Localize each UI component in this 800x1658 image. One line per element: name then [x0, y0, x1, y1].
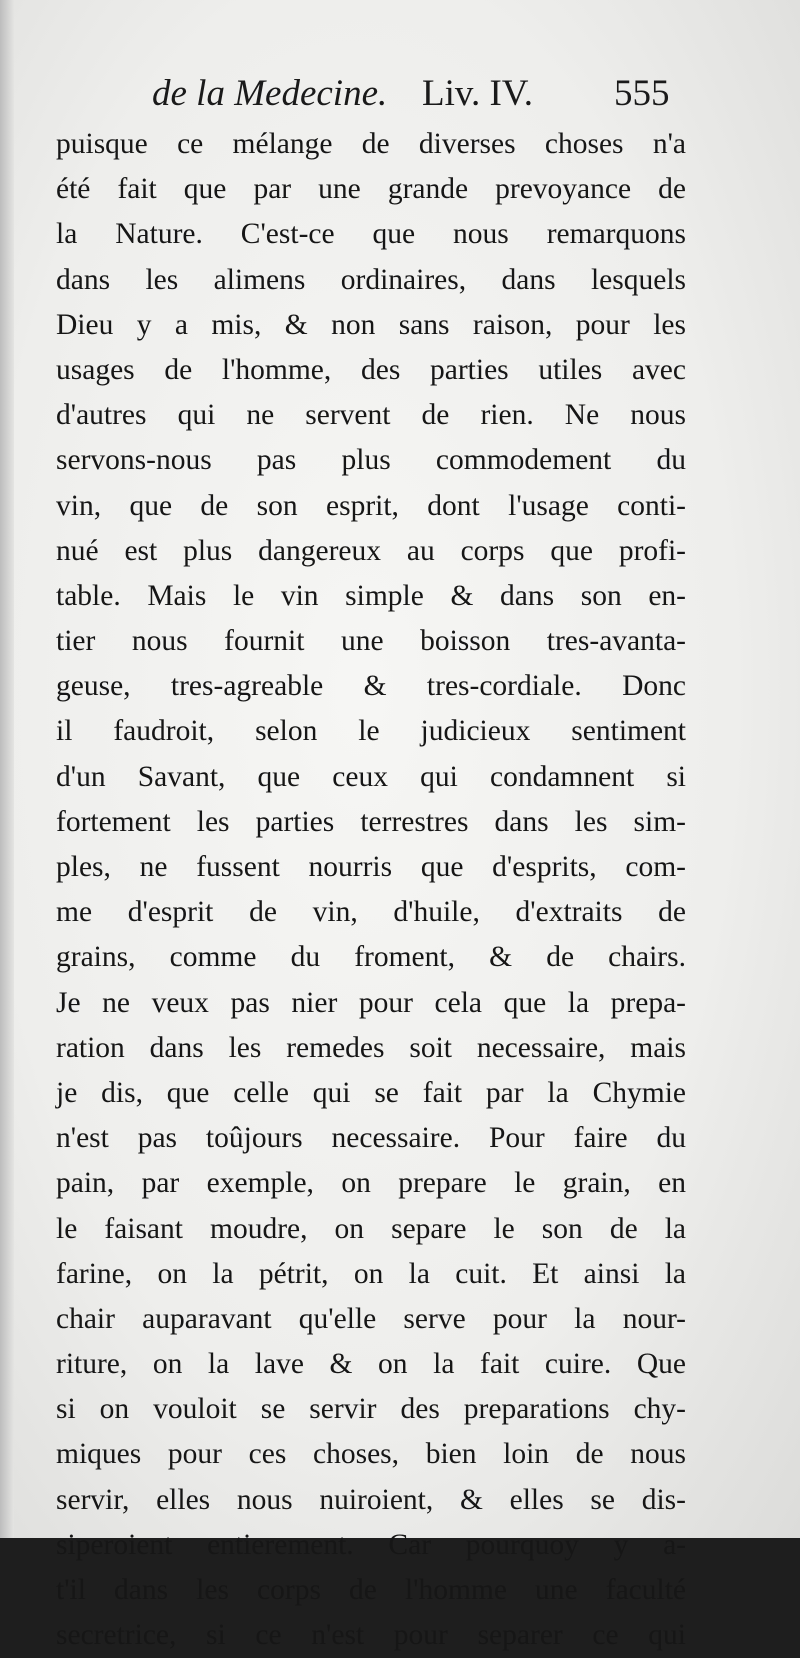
- text-line: farine, on la pétrit, on la cuit. Et ainsi la: [56, 1257, 686, 1290]
- body-text: [56, 122, 686, 1658]
- text-line: Dieu y a mis, & non sans raison, pour les: [56, 308, 686, 341]
- running-head-book: Liv. IV.: [422, 73, 533, 114]
- text-line: usages de l'homme, des parties utiles avec: [56, 353, 686, 386]
- text-line: si on vouloit se servir des preparations chy-: [56, 1393, 686, 1426]
- text-line: riture, on la lave & on la fait cuire. Que: [56, 1348, 686, 1381]
- running-head-title: de la Medecine.: [152, 73, 388, 114]
- text-line: secretrice, si ce n'est pour separer ce qui: [56, 1619, 686, 1652]
- text-line: me d'esprit de vin, d'huile, d'extraits de: [56, 896, 686, 929]
- text-line: servir, elles nous nuiroient, & elles se dis-: [56, 1483, 686, 1516]
- running-head: [152, 72, 692, 116]
- text-line: ples, ne fussent nourris que d'esprits, com-: [56, 851, 686, 883]
- text-line: été fait que par une grande prevoyance de: [56, 173, 686, 206]
- text-line: n'est pas toûjours necessaire. Pour faire du: [56, 1122, 686, 1155]
- text-line: table. Mais le vin simple & dans son en-: [56, 579, 686, 612]
- text-line: siperoient entierement. Car pourquoy y a-: [56, 1528, 686, 1561]
- text-line: geuse, tres-agreable & tres-cordiale. Donc: [56, 670, 686, 703]
- text-line: la Nature. C'est-ce que nous remarquons: [56, 218, 686, 251]
- text-line: d'autres qui ne servent de rien. Ne nous: [56, 399, 686, 432]
- page-number: 555: [614, 73, 670, 114]
- text-line: chair auparavant qu'elle serve pour la nour-: [56, 1302, 686, 1335]
- text-line: tier nous fournit une boisson tres-avanta-: [56, 625, 686, 658]
- text-line: nué est plus dangereux au corps que profi-: [56, 534, 686, 567]
- text-line: je dis, que celle qui se fait par la Chymie: [56, 1076, 686, 1109]
- text-line: d'un Savant, que ceux qui condamnent si: [56, 760, 686, 793]
- text-line: le faisant moudre, on separe le son de la: [56, 1212, 686, 1245]
- text-line: dans les alimens ordinaires, dans lesquels: [56, 263, 686, 296]
- text-line: grains, comme du froment, & de chairs.: [56, 941, 686, 974]
- text-line: vin, que de son esprit, dont l'usage conti-: [56, 489, 686, 522]
- page-gutter-shadow: [0, 0, 14, 1538]
- text-line: miques pour ces choses, bien loin de nous: [56, 1438, 686, 1471]
- text-line: servons-nous pas plus commodement du: [56, 444, 686, 477]
- text-line: pain, par exemple, on prepare le grain, en: [56, 1167, 686, 1200]
- text-line: t'il dans les corps de l'homme une faculté: [56, 1574, 686, 1606]
- text-line: ration dans les remedes soit necessaire, mais: [56, 1031, 686, 1064]
- text-line: Je ne veux pas nier pour cela que la prepa-: [56, 986, 686, 1019]
- text-line: puisque ce mélange de diverses choses n'a: [56, 128, 686, 160]
- text-line: il faudroit, selon le judicieux sentiment: [56, 715, 686, 748]
- text-line: fortement les parties terrestres dans les sim-: [56, 805, 686, 838]
